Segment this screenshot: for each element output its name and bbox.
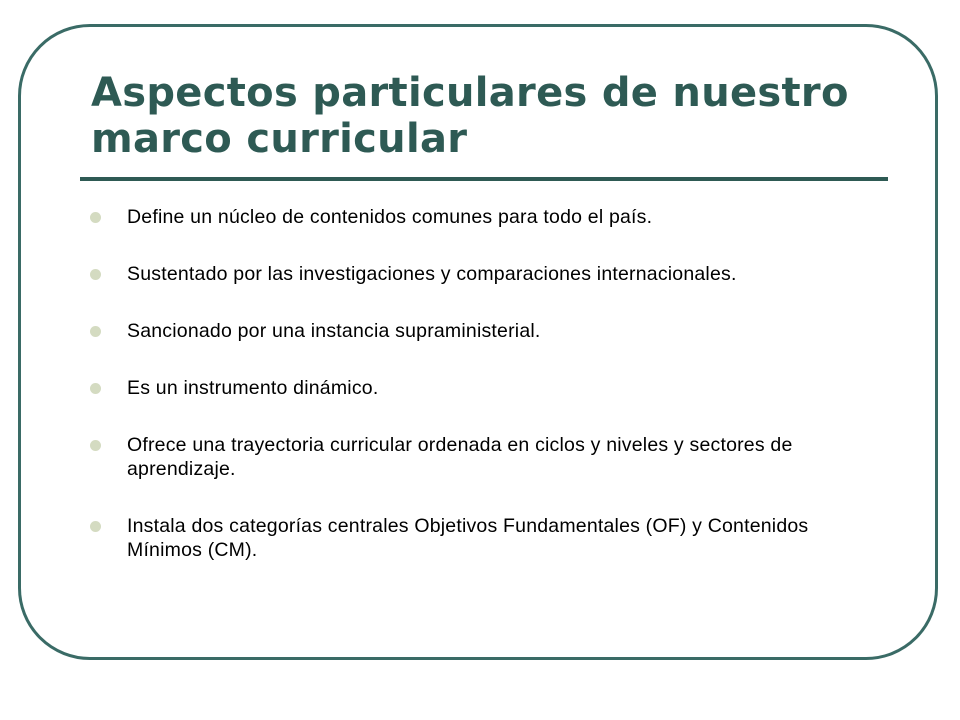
bullet-item	[90, 319, 870, 343]
bullet-list	[90, 205, 870, 595]
bullet-dot-icon	[90, 326, 101, 337]
bullet-item	[90, 205, 870, 229]
bullet-dot-icon	[90, 383, 101, 394]
bullet-text: Es un instrumento dinámico.	[127, 377, 379, 399]
bullet-dot-icon	[90, 212, 101, 223]
bullet-dot-icon	[90, 269, 101, 280]
bullet-dot-icon	[90, 440, 101, 451]
title-underline	[80, 177, 888, 181]
bullet-item	[90, 262, 870, 286]
bullet-dot-icon	[90, 521, 101, 532]
bullet-item	[90, 376, 870, 400]
bullet-text: Sustentado por las investigaciones y comparaciones internacionales.	[127, 263, 737, 285]
slide-title: Aspectos particulares de nuestro marco curricular	[91, 70, 849, 162]
bullet-text: Ofrece una trayectoria curricular ordenada en ciclos y niveles y sectores de aprendizaje.	[127, 434, 793, 480]
bullet-item	[90, 514, 870, 562]
bullet-text: Define un núcleo de contenidos comunes para todo el país.	[127, 206, 653, 228]
bullet-item	[90, 433, 870, 481]
bullet-text: Instala dos categorías centrales Objetivos Fundamentales (OF) y Contenidos Mínimos (CM).	[127, 515, 809, 561]
bullet-text: Sancionado por una instancia supraministerial.	[127, 320, 541, 342]
